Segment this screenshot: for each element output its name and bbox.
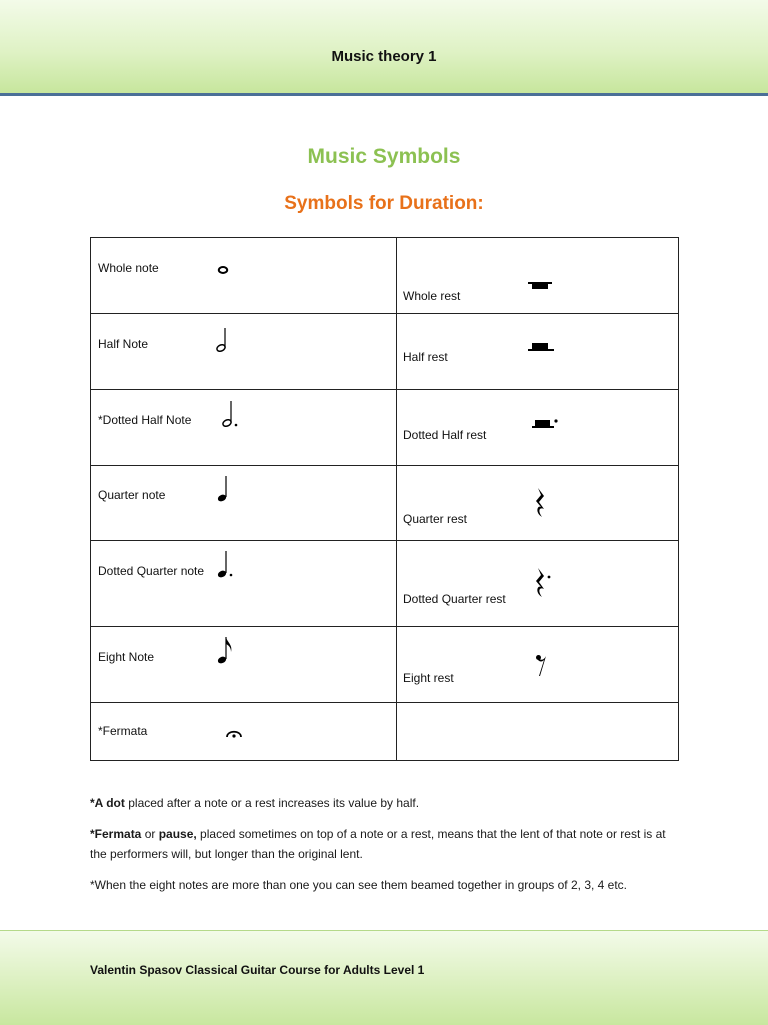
table-cell: [91, 466, 397, 541]
table-cell: [91, 541, 397, 627]
eighth-rest-label: Eight rest: [403, 671, 454, 685]
dotted-quarter-note-icon: [215, 549, 235, 581]
fermata-note-text: placed sometimes on top of a note or a rest, means that the lent of that note or rest is at the performers will, but longer than the original lent.: [90, 827, 666, 861]
fermata-note: [90, 824, 680, 864]
table-cell: [91, 238, 397, 314]
table-row: [91, 627, 679, 703]
notes-section: [90, 793, 680, 906]
fermata-label: *Fermata: [98, 724, 148, 738]
page-header: [0, 0, 768, 96]
table-cell: [397, 390, 679, 466]
whole-note-icon: [216, 265, 230, 275]
quarter-note-label: Quarter note: [98, 488, 166, 502]
half-note-icon: [213, 326, 233, 354]
dotted-half-note-icon: [220, 398, 240, 430]
page-subtitle: Symbols for Duration:: [284, 193, 484, 214]
table-row: [91, 390, 679, 466]
table-cell: [397, 314, 679, 390]
pause-note-bold: pause,: [158, 827, 197, 841]
quarter-rest-label: Quarter rest: [403, 512, 468, 526]
table-cell: [397, 466, 679, 541]
whole-rest-label: Whole rest: [403, 289, 461, 303]
fermata-note-bold: *Fermata: [90, 827, 142, 841]
dotted-quarter-rest-label: Dotted Quarter rest: [403, 592, 506, 606]
page-title: Music Symbols: [307, 145, 461, 168]
dotted-half-note-label: *Dotted Half Note: [98, 413, 192, 427]
quarter-rest-icon: [534, 486, 548, 520]
table-cell: [91, 314, 397, 390]
dotted-half-rest-icon: [531, 417, 561, 431]
header-title: Music theory 1: [331, 48, 437, 65]
table-row: [91, 541, 679, 627]
eighth-note-label: Eight Note: [98, 650, 155, 664]
whole-note-label: Whole note: [98, 261, 159, 275]
dotted-half-rest-label: Dotted Half rest: [403, 428, 487, 442]
half-rest-label: Half rest: [403, 350, 448, 364]
fermata-note-or: or: [141, 827, 159, 841]
dotted-quarter-note-label: Dotted Quarter note: [98, 564, 205, 578]
half-rest-icon: [527, 342, 555, 354]
dotted-quarter-rest-icon: [534, 566, 554, 600]
dot-note-bold: *A dot: [90, 796, 125, 810]
table-row: [91, 238, 679, 314]
table-row: [91, 314, 679, 390]
table-cell: [91, 627, 397, 703]
symbols-table: [90, 237, 679, 761]
fermata-icon: [225, 727, 243, 739]
quarter-note-icon: [215, 474, 231, 504]
beam-note: *When the eight notes are more than one you can see them beamed together in groups of 2, 3, 4 etc.: [90, 878, 628, 892]
table-cell: [397, 541, 679, 627]
table-row: [91, 703, 679, 761]
table-cell: [397, 238, 679, 314]
half-note-label: Half Note: [98, 337, 149, 351]
table-cell: [91, 703, 397, 761]
page-footer: [0, 930, 768, 1025]
table-row: [91, 466, 679, 541]
whole-rest-icon: [527, 280, 555, 292]
dot-note: [90, 793, 680, 813]
eighth-note-icon: [215, 635, 235, 667]
table-cell: [91, 390, 397, 466]
table-cell-empty: [397, 703, 679, 761]
footer-text: Valentin Spasov Classical Guitar Course for Adults Level 1: [90, 963, 425, 977]
eighth-rest-icon: [535, 653, 549, 679]
table-cell: [397, 627, 679, 703]
dot-note-text: placed after a note or a rest increases its value by half.: [124, 796, 420, 810]
